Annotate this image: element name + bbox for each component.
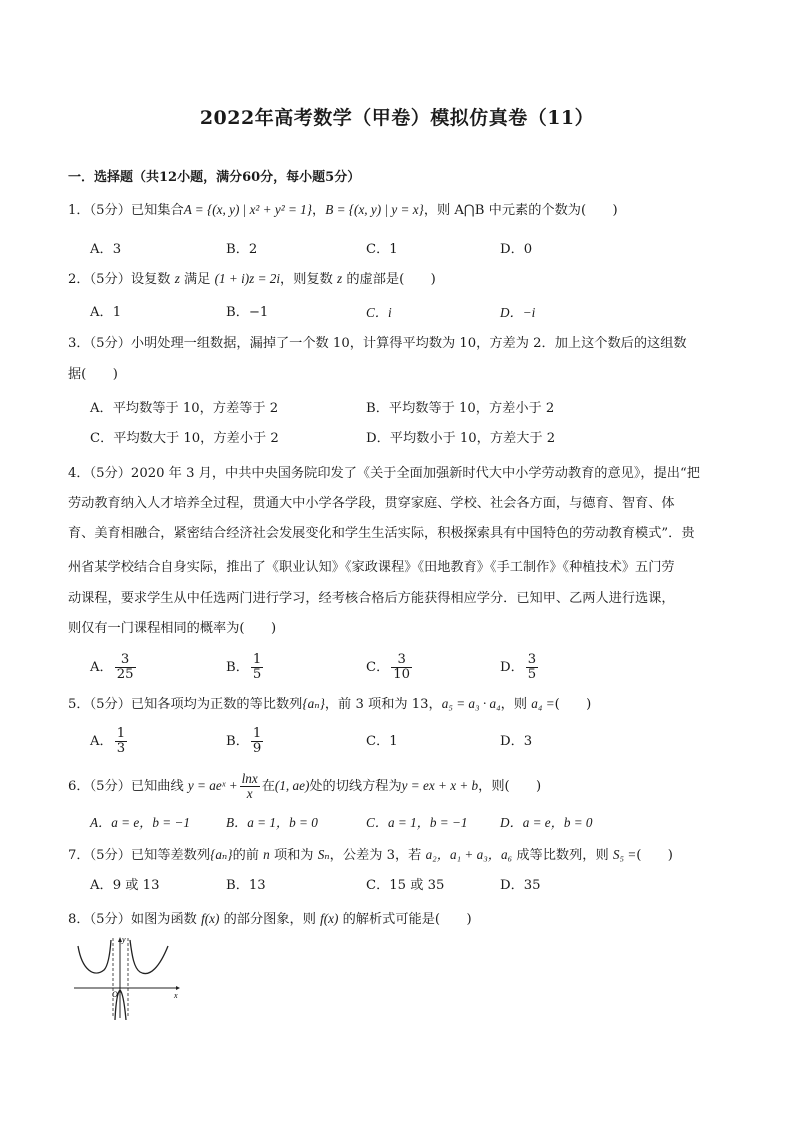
axis-label-y: y [122,935,126,944]
math-expression: a₂，a₁ + a₃，a₆ [425,847,513,862]
option-label: C． [366,660,390,675]
math-expression: Sₙ [317,847,330,862]
math-expression: a₅ = a₃ · a₄ [441,696,501,711]
origin-label: O [112,990,118,999]
option-d[interactable]: D．35 [500,878,541,893]
question-text: ( ) [554,697,592,712]
question-4-line-3: 育、美育相融合，紧密结合经济社会发展变化和学生生活实际，积极探索具有中国特色的劳动教育模式”．贵 [68,526,695,541]
option-c[interactable]: C．1 [366,242,398,257]
question-text: ，前 3 项和为 13， [324,697,442,712]
option-a[interactable]: A．平均数等于 10，方差等于 2 [90,401,279,416]
option-b[interactable]: B．−1 [226,305,269,320]
option-d[interactable]: D．0 [500,242,533,257]
option-b[interactable]: B．平均数等于 10，方差小于 2 [366,401,555,416]
question-text: ，则 [500,697,528,712]
option-b[interactable] [226,726,265,758]
option-d[interactable]: D．−i [500,305,536,320]
option-label: B． [226,734,249,749]
option-b[interactable]: B．a = 1，b = 0 [226,815,318,830]
fraction-numerator: 3 [527,652,537,667]
curve-left-branch [78,940,111,973]
question-text: 的前 [232,848,259,863]
question-4-line-1: 4．（5分）2020 年 3 月，中共中央国务院印发了《关于全面加强新时代大中小学劳动教育的意见》，提出“把 [68,466,700,481]
question-4-line-5: 动课程，要求学生从中任选两门进行学习，经考核合格后方能获得相应学分．已知甲、乙两人进行选课， [68,591,675,606]
function-graph-figure [72,934,182,1022]
question-text: 6．（5分）已知曲线 [68,779,184,794]
option-d[interactable] [500,652,540,684]
option-label: D． [500,660,524,675]
math-expression: f(x) [201,911,220,926]
question-text: 成等比数列，则 [516,848,609,863]
math-expression: f(x) [320,911,339,926]
option-b[interactable]: B．2 [226,242,258,257]
section-heading: 一．选择题（共12小题，满分60分，每小题5分） [68,170,361,185]
question-text: 项和为 [273,848,314,863]
question-text: 1．（5分）已知集合 [68,203,184,218]
question-4-line-4: 州省某学校结合自身实际，推出了《职业认知》《家政课程》《田地教育》《手工制作》《种植技术》五门劳 [68,560,675,575]
question-text: 8．（5分）如图为函数 [68,912,197,927]
math-expression: n [263,847,270,862]
question-text: ，公差为 3，若 [329,848,422,863]
question-3-line-2: 据( ) [68,367,118,382]
math-expression: y = ex + x + b [401,778,479,793]
options-q3-row-2 [90,423,730,455]
question-8 [68,903,728,936]
options-q7 [90,870,730,902]
question-text: ，则 A⋂B 中元素的个数为( ) [423,203,618,218]
question-1 [68,194,728,227]
option-d[interactable]: D．a = e，b = 0 [500,815,593,830]
math-expression: A = {(x, y) | x² + y² = 1} [183,202,313,217]
option-c[interactable]: C．1 [366,734,398,749]
fraction-numerator: 3 [391,653,412,668]
math-expression: a₄ = [531,696,555,711]
math-expression: y = aeˣ + [187,778,238,793]
option-label: A． [90,660,113,675]
question-6 [68,770,728,803]
fraction-numerator: 1 [116,726,126,741]
question-text: 的虚部是( ) [346,272,436,287]
option-label: A． [90,734,113,749]
math-expression: z [174,271,180,286]
fraction-denominator: x [246,786,253,801]
options-q5 [90,726,730,758]
fraction-numerator: lnx [241,771,258,786]
math-expression: B = {(x, y) | y = x} [325,202,424,217]
option-d[interactable]: D．平均数小于 10，方差大于 2 [366,431,556,446]
question-7 [68,839,728,872]
option-c[interactable]: C．i [366,305,392,320]
option-c[interactable]: C．15 或 35 [366,878,445,893]
option-a[interactable] [90,652,138,684]
math-expression: {aₙ} [210,847,233,862]
question-text: ，则复数 [280,272,333,287]
fraction-denominator: 10 [393,667,411,682]
option-a[interactable]: A．9 或 13 [90,878,160,893]
question-text: 满足 [184,272,211,287]
question-4-line-2: 劳动教育纳入人才培养全过程，贯通大中小学各学段，贯穿家庭、学校、社会各方面，与德育、智育、体 [68,496,675,511]
fraction-numerator: 3 [115,653,136,668]
question-text: ， [312,203,326,218]
option-label: B． [226,660,249,675]
option-c[interactable]: C．a = 1，b = −1 [366,815,468,830]
options-q6 [90,807,730,839]
fraction-numerator: 1 [252,726,262,741]
question-text: 7．（5分）已知等差数列 [68,848,211,863]
question-text: 2．（5分）设复数 [68,272,171,287]
x-axis-arrow [176,986,180,990]
option-a[interactable] [90,726,129,758]
fraction-denominator: 25 [116,667,134,682]
page-title: 2022年高考数学（甲卷）模拟仿真卷（11） [199,107,595,129]
question-5 [68,688,728,721]
question-2 [68,263,728,296]
options-q3-row-1 [90,393,730,425]
fraction-denominator: 5 [252,667,262,682]
fraction-denominator: 9 [252,741,262,756]
question-text: 5．（5分）已知各项均为正数的等比数列 [68,697,303,712]
axis-label-x: x [174,991,178,1000]
question-text: 的部分图象，则 [223,912,316,927]
option-a[interactable]: A．3 [90,242,122,257]
question-text: 的解析式可能是( ) [342,912,472,927]
question-text: ，则( ) [478,779,542,794]
question-text: 处的切线方程为 [309,779,402,794]
options-q1 [90,234,730,266]
fraction-denominator: 3 [116,741,126,756]
option-c[interactable]: C．平均数大于 10，方差小于 2 [90,431,279,446]
options-q4 [90,652,730,684]
options-q2 [90,297,730,329]
question-4-line-6: 则仅有一门课程相同的概率为( ) [68,621,277,636]
math-expression: {aₙ} [302,696,325,711]
question-text: 在 [261,779,275,794]
option-c[interactable] [366,652,414,684]
math-expression: (1, ae) [274,778,310,793]
question-text: ( ) [636,848,673,863]
fraction-numerator: 1 [252,652,262,667]
math-expression: (1 + i)z = 2i [214,271,281,286]
curve-right-branch [130,940,168,974]
option-a[interactable]: A．a = e，b = −1 [90,815,190,830]
option-d[interactable]: D．3 [500,734,533,749]
option-b[interactable]: B．13 [226,878,266,893]
option-b[interactable] [226,652,265,684]
option-a[interactable]: A．1 [90,305,122,320]
question-3-line-1: 3．（5分）小明处理一组数据，漏掉了一个数 10，计算得平均数为 10，方差为 2．加上这个数后的这组数 [68,336,687,351]
math-expression: S₅ = [612,847,637,862]
fraction-denominator: 5 [527,667,537,682]
math-expression: z [337,271,343,286]
